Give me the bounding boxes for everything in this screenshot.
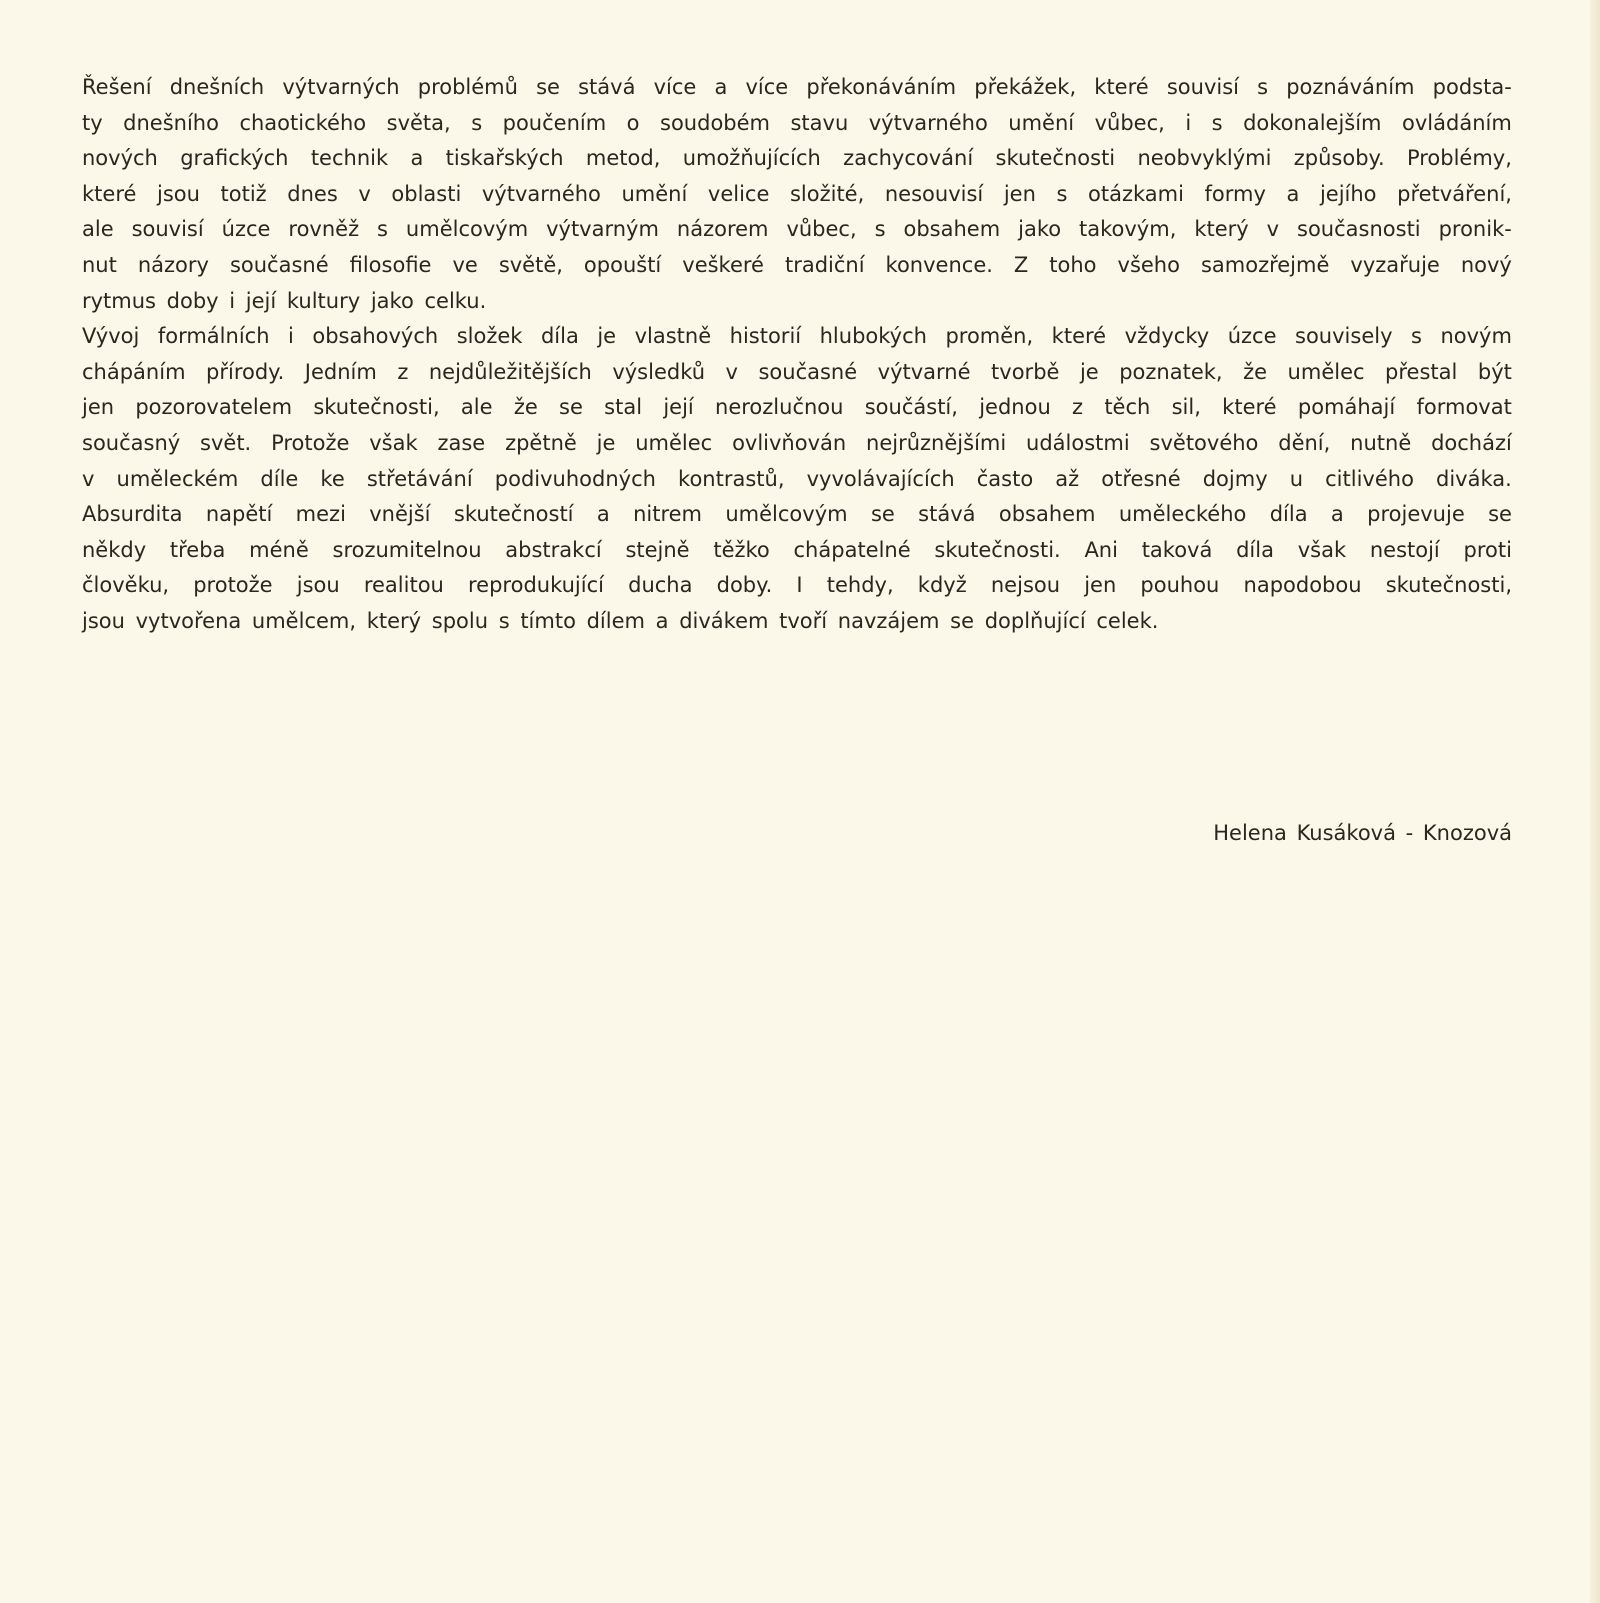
word: realitou (363, 573, 444, 598)
word: poznatek, (1119, 359, 1223, 384)
word: vyvolávajících (806, 466, 955, 491)
word: názorem (676, 217, 769, 242)
word: veškeré (682, 252, 764, 277)
text-line (82, 177, 1512, 213)
word: pomáhají (1297, 395, 1396, 420)
text-line (82, 141, 1512, 177)
word: nejdůležitějších (428, 359, 592, 384)
word: citlivého (1325, 466, 1414, 491)
word: formovat (1416, 395, 1512, 420)
word: přestal (1385, 359, 1458, 384)
word: úzce (221, 217, 271, 242)
word: jen (82, 395, 115, 420)
word: součástí, (864, 395, 958, 420)
word: složek (456, 324, 523, 349)
word: ovlivňován (732, 430, 847, 455)
word: střetávání (366, 466, 473, 491)
word: formy (1204, 181, 1266, 206)
word: je (596, 430, 616, 455)
word: protože (193, 573, 273, 598)
word: filosofie (349, 252, 432, 277)
word: umělcovým (405, 217, 529, 242)
word: způsoby. (1293, 146, 1385, 171)
word: obsahem (903, 217, 1001, 242)
word: ale (82, 217, 114, 242)
word: jsou (157, 181, 200, 206)
word: vůbec, (1094, 110, 1165, 135)
word: třeba (169, 537, 226, 562)
word: tehdy, (826, 573, 894, 598)
word: umění (1008, 110, 1075, 135)
word: rovněž (288, 217, 360, 242)
text-line: jsou vytvořena umělcem, který spolu s tímto dílem a divákem tvoří navzájem se doplňující celek. (82, 608, 1159, 633)
word: obsahových (312, 324, 439, 349)
word: o (626, 110, 640, 135)
word: s (377, 217, 388, 242)
word: všeho (1117, 252, 1180, 277)
word: napodobou (1243, 573, 1362, 598)
author-signature: Helena Kusáková - Knozová (1213, 821, 1512, 845)
word: skutečností (453, 502, 574, 527)
word: až (1055, 466, 1080, 491)
word: metod, (585, 146, 661, 171)
word: chaotického (239, 110, 367, 135)
word: velice (707, 181, 770, 206)
text-line (82, 106, 1512, 142)
word: názory (137, 252, 209, 277)
text-line (82, 355, 1512, 391)
word: dochází (1431, 430, 1512, 455)
word: proti (1463, 537, 1512, 562)
essay-text (82, 70, 1512, 640)
word: nutně (1350, 430, 1412, 455)
word: umělec (1287, 359, 1365, 384)
word: Jedním (304, 359, 377, 384)
word: nejrůznějšími (866, 430, 1007, 455)
word: složité, (789, 181, 865, 206)
word: přetváření, (1397, 181, 1512, 206)
word: stejně (625, 537, 690, 562)
word: jejího (1319, 181, 1377, 206)
word: souvisí (1166, 75, 1239, 99)
word: zachycování (843, 146, 974, 171)
word: překážek, (974, 75, 1077, 99)
word: stává (918, 502, 976, 527)
word: grafických (180, 146, 289, 171)
word: Vývoj (82, 324, 140, 349)
word: překonáváním (806, 75, 957, 99)
text-line (82, 568, 1512, 604)
word: se (559, 395, 583, 420)
word: vlastně (634, 324, 712, 349)
word: hlubokých (819, 324, 927, 349)
word: dění, (1278, 430, 1331, 455)
word: souvisí (131, 217, 204, 242)
word: současné (758, 359, 858, 384)
word: skutečnosti, (313, 395, 440, 420)
word: vnější (369, 502, 431, 527)
word: v (358, 181, 371, 206)
word: takovým, (1079, 217, 1177, 242)
word: výtvarným (546, 217, 659, 242)
word: otázkami (1088, 181, 1184, 206)
word: které (1051, 324, 1107, 349)
word: být (1477, 359, 1512, 384)
word: nut (82, 252, 117, 277)
word: který (1194, 217, 1249, 242)
word: jen (1084, 573, 1117, 598)
word: nerozlučnou (715, 395, 844, 420)
word: opouští (583, 252, 662, 277)
word: problémů (417, 75, 518, 99)
word: vůbec, (786, 217, 857, 242)
word: umělcovým (725, 502, 848, 527)
word: z (1072, 395, 1084, 420)
text-line (82, 533, 1512, 569)
word: u (1289, 466, 1304, 491)
word: pronik- (1438, 217, 1512, 242)
word: Protože (271, 430, 350, 455)
word: s (874, 217, 886, 242)
word: stal (604, 395, 643, 420)
word: je (1079, 359, 1099, 384)
word: výtvarné (877, 359, 971, 384)
word: jako (1018, 217, 1062, 242)
word: člověku, (82, 573, 170, 598)
text-line (82, 248, 1512, 284)
text-line: rytmus doby i její kultury jako celku. (82, 288, 487, 313)
word: ale (460, 395, 493, 420)
word: dnešních (169, 75, 265, 99)
word: často (976, 466, 1034, 491)
word: skutečnosti. (934, 537, 1061, 562)
word: s (1056, 181, 1068, 206)
word: ovládáním (1402, 110, 1512, 135)
word: historií (729, 324, 802, 349)
word: dnes (287, 181, 338, 206)
text-line (82, 426, 1512, 462)
word: Ani (1084, 537, 1118, 562)
word: v (82, 466, 95, 491)
word: srozumitelnou (332, 537, 482, 562)
word: mezi (295, 502, 346, 527)
word: napětí (205, 502, 273, 527)
text-line (82, 212, 1512, 248)
word: však (1297, 537, 1347, 562)
word: uměleckém (116, 466, 239, 491)
word: že (1243, 359, 1268, 384)
word: ve (452, 252, 478, 277)
word: oblasti (391, 181, 462, 206)
word: se (1488, 502, 1512, 527)
word: taková (1141, 537, 1213, 562)
word: pouhou (1140, 573, 1220, 598)
word: projevuje (1367, 502, 1465, 527)
word: kontrastů, (678, 466, 785, 491)
text-line (82, 462, 1512, 498)
word: Řešení (82, 75, 152, 99)
word: jsou (296, 573, 340, 598)
word: poučením (502, 110, 607, 135)
word: nejsou (990, 573, 1061, 598)
word: umění (621, 181, 688, 206)
word: nestojí (1369, 537, 1440, 562)
word: díla (1236, 537, 1274, 562)
word: někdy (82, 537, 147, 562)
word: abstrakcí (505, 537, 602, 562)
word: stává (578, 75, 636, 99)
word: novým (1440, 324, 1512, 349)
word: nových (82, 146, 158, 171)
word: z (397, 359, 409, 384)
word: díle (260, 466, 299, 491)
word: se (536, 75, 560, 99)
word: I (796, 573, 803, 598)
word: v (1266, 217, 1280, 242)
word: přírody. (206, 359, 285, 384)
word: chápáním (82, 359, 186, 384)
word: s (471, 110, 483, 135)
word: soudobém (660, 110, 770, 135)
word: dojmy (1202, 466, 1268, 491)
text-line (82, 70, 1512, 106)
word: se (870, 502, 895, 527)
word: ty (82, 110, 103, 135)
word: díla (1269, 502, 1308, 527)
word: konvence. (885, 252, 993, 277)
word: v (725, 359, 738, 384)
word: těžko (713, 537, 770, 562)
word: doby. (716, 573, 773, 598)
word: chápatelné (793, 537, 911, 562)
word: uměleckého (1118, 502, 1247, 527)
word: otřesné (1101, 466, 1181, 491)
word: obsahem (998, 502, 1096, 527)
word: samozřejmě (1200, 252, 1330, 277)
word: i (1185, 110, 1192, 135)
word: úzce (1227, 324, 1277, 349)
word: umožňujících (682, 146, 821, 171)
word: světového (1149, 430, 1259, 455)
word: tradiční (784, 252, 865, 277)
word: skutečnosti, (1385, 573, 1512, 598)
word: světa, (386, 110, 451, 135)
word: dokonalejším (1243, 110, 1382, 135)
text-line (82, 497, 1512, 533)
word: její (663, 395, 694, 420)
word: jednou (979, 395, 1051, 420)
word: poznáváním (1286, 75, 1415, 99)
word: je (597, 324, 617, 349)
word: které (1094, 75, 1149, 99)
word: nový (1460, 252, 1512, 277)
word: umělec (635, 430, 713, 455)
word: totiž (220, 181, 267, 206)
word: více (745, 75, 789, 99)
word: více (653, 75, 697, 99)
word: současnosti (1297, 217, 1421, 242)
word: proměn, (945, 324, 1034, 349)
word: vyzařuje (1350, 252, 1440, 277)
word: těch (1104, 395, 1151, 420)
word: nesouvisí (884, 181, 984, 206)
word: událostmi (1026, 430, 1130, 455)
word: a (714, 75, 728, 99)
word: podsta- (1432, 75, 1512, 99)
word: neobvyklými (1137, 146, 1272, 171)
word: Absurdita (82, 502, 183, 527)
word: ke (320, 466, 345, 491)
word: skutečnosti (995, 146, 1116, 171)
word: nitrem (633, 502, 703, 527)
word: svět. (200, 430, 252, 455)
word: které (1222, 395, 1277, 420)
word: jen (1003, 181, 1036, 206)
word: toho (1049, 252, 1097, 277)
word: Problémy, (1406, 146, 1512, 171)
word: reprodukující (468, 573, 604, 598)
word: však (369, 430, 418, 455)
word: a (1286, 181, 1300, 206)
word: a (596, 502, 610, 527)
word: i (288, 324, 294, 349)
word: Z (1013, 252, 1029, 277)
text-line (82, 390, 1512, 426)
word: když (917, 573, 967, 598)
word: díla (540, 324, 579, 349)
word: zpětně (505, 430, 577, 455)
word: dnešního (123, 110, 219, 135)
text-line (82, 319, 1512, 355)
word: výsledků (612, 359, 706, 384)
word: méně (249, 537, 309, 562)
word: s (1211, 110, 1223, 135)
word: s (1257, 75, 1269, 99)
word: souvisely (1295, 324, 1393, 349)
word: výtvarných (282, 75, 400, 99)
word: které (82, 181, 137, 206)
word: že (513, 395, 538, 420)
word: podivuhodných (494, 466, 656, 491)
word: tiskařských (445, 146, 564, 171)
word: výtvarného (868, 110, 988, 135)
word: formálních (157, 324, 270, 349)
word: stavu (790, 110, 849, 135)
word: a (1330, 502, 1344, 527)
word: a (410, 146, 424, 171)
word: sil, (1171, 395, 1201, 420)
word: výtvarného (481, 181, 601, 206)
page-edge (1590, 0, 1600, 1603)
word: zase (437, 430, 486, 455)
word: tvorbě (991, 359, 1060, 384)
word: současné (229, 252, 329, 277)
word: světě, (498, 252, 563, 277)
word: současný (82, 430, 181, 455)
word: diváka. (1436, 466, 1512, 491)
word: technik (310, 146, 389, 171)
word: s (1411, 324, 1422, 349)
word: vždycky (1124, 324, 1210, 349)
word: ducha (628, 573, 693, 598)
word: pozorovatelem (135, 395, 293, 420)
